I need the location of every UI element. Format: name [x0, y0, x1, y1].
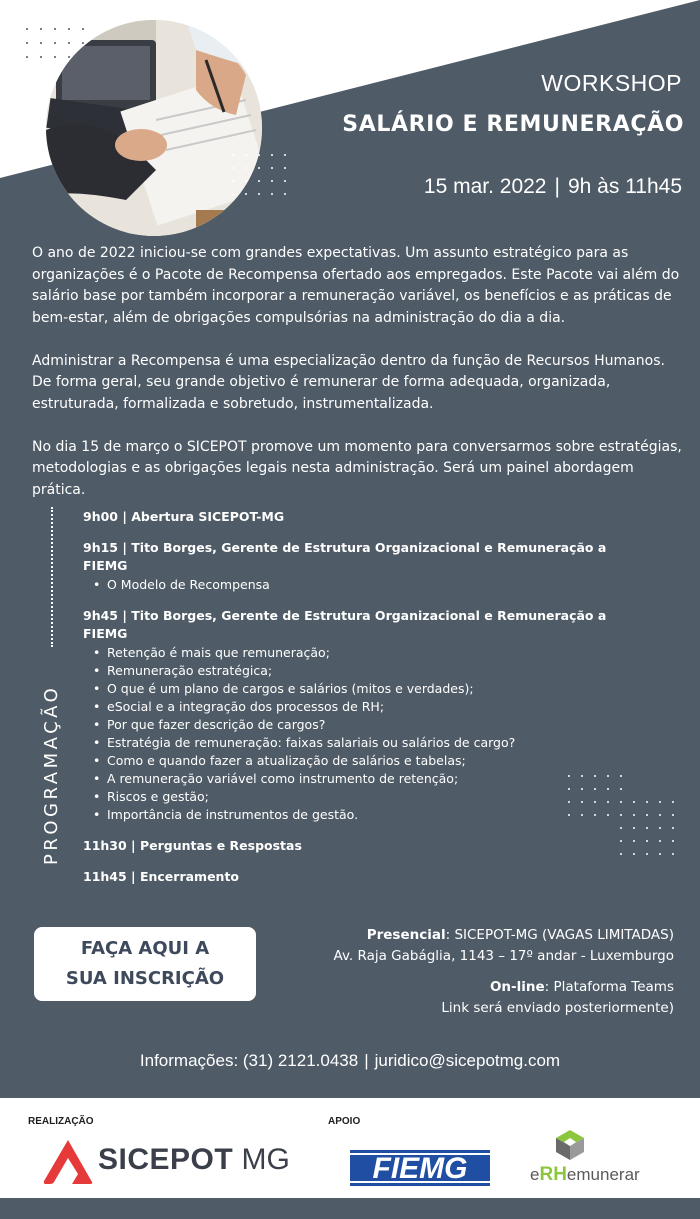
- schedule-items: [83, 576, 643, 594]
- intro-paragraph-2: [32, 351, 682, 416]
- registration-button-line-2: SUA INSCRIÇÃO: [65, 968, 225, 989]
- schedule-item: • Como e quando fazer a atualização de salários e tabelas;: [93, 752, 643, 770]
- intro-paragraph-1: O ano de 2022 iniciou-se com grandes expectativas. Um assunto estratégico para as organizações é o Pacote de Recompensa ofertado aos empregados. Este Pacote vai além do salário base por também incorporar a remuneração variável, os benefícios e as práticas de bem-estar, além de obrigações compulsórias na administração do dia a dia.: [32, 245, 680, 326]
- schedule-block-opening: [83, 508, 643, 526]
- online-label: On-line: [489, 979, 545, 995]
- sicepot-logo-suffix: MG: [233, 1143, 290, 1176]
- intro-paragraph-2-line-2: De forma geral, seu grande objetivo é remunerar de forma adequada, organizada, estruturada, formalizada e sobretudo, instrumentalizada.: [32, 374, 611, 412]
- fiemg-logo-text: FIEMG: [372, 1152, 468, 1185]
- business-meeting-photo: [46, 20, 262, 236]
- sicepot-logo: [98, 1143, 290, 1177]
- programacao-dotted-line: [51, 507, 53, 647]
- erh-logo-suffix: emunerar: [566, 1165, 640, 1184]
- schedule-item: • eSocial e a integração dos processos de RH;: [93, 698, 643, 716]
- schedule-item: • A remuneração variável como instrumento de retenção;: [93, 770, 643, 788]
- event-date: 15 mar. 2022: [423, 175, 547, 198]
- schedule-item: • O Modelo de Recompensa: [93, 576, 643, 594]
- erh-logo-highlight: RH: [539, 1164, 567, 1185]
- registration-button-line-1: FAÇA AQUI A: [80, 938, 210, 959]
- in-person-line: [334, 925, 674, 946]
- online-note: Link será enviado posteriormente): [441, 1000, 674, 1016]
- schedule-heading: 9h00 | Abertura SICEPOT-MG: [83, 509, 285, 524]
- schedule-item: • Estratégia de remuneração: faixas salariais ou salários de cargo?: [93, 734, 643, 752]
- online-line: [334, 977, 674, 998]
- erh-logo: [530, 1164, 640, 1186]
- event-locations: [334, 925, 674, 1019]
- realizacao-label: REALIZAÇÃO: [28, 1116, 94, 1127]
- schedule-items: [83, 644, 643, 824]
- schedule-block-qa: [83, 837, 643, 855]
- schedule-block-9h15: [83, 539, 643, 594]
- intro-paragraph-3: No dia 15 de março o SICEPOT promove um momento para conversarmos sobre estratégias, metodologias e as obrigações legais nesta administração. Será um painel abordagem prática.: [32, 438, 682, 498]
- schedule-heading: 9h15 | Tito Borges, Gerente de Estrutura Organizacional e Remuneração a FIEMG: [83, 540, 607, 573]
- schedule-item: • Retenção é mais que remuneração;: [93, 644, 643, 662]
- erh-logo-prefix: e: [530, 1165, 540, 1184]
- decorative-dots-circle: [232, 154, 292, 204]
- sicepot-logo-name: SICEPOT: [98, 1143, 234, 1176]
- event-time: 9h às 11h45: [567, 175, 682, 198]
- schedule-block-9h45: [83, 607, 643, 824]
- in-person-label: Presencial: [366, 927, 446, 943]
- schedule-item: • Riscos e gestão;: [93, 788, 643, 806]
- decorative-dots-bottom-right: [568, 775, 688, 865]
- schedule-heading: 11h30 | Perguntas e Respostas: [83, 838, 302, 853]
- schedule-item: • Remuneração estratégica;: [93, 662, 643, 680]
- contact-separator: |: [364, 1051, 369, 1070]
- intro-text: [32, 243, 682, 523]
- schedule-block-closing: [83, 868, 643, 886]
- date-separator: |: [554, 175, 560, 198]
- schedule: [83, 508, 643, 899]
- erh-cube-icon: [552, 1128, 588, 1162]
- registration-button[interactable]: [34, 927, 256, 1001]
- contact-info: [0, 1051, 700, 1071]
- event-kicker: WORKSHOP: [541, 70, 682, 96]
- apoio-label: APOIO: [328, 1116, 361, 1127]
- schedule-item: • Por que fazer descrição de cargos?: [93, 716, 643, 734]
- event-title: SALÁRIO E REMUNERAÇÃO: [342, 112, 684, 137]
- sicepot-logo-icon: [42, 1138, 94, 1186]
- schedule-item: • O que é um plano de cargos e salários (mitos e verdades);: [93, 680, 643, 698]
- contact-email[interactable]: juridico@sicepotmg.com: [374, 1051, 561, 1070]
- programacao-label: PROGRAMAÇÃO: [41, 684, 62, 865]
- in-person-address: Av. Raja Gabáglia, 1143 – 17º andar - Luxemburgo: [333, 948, 674, 964]
- fiemg-logo: [350, 1150, 490, 1186]
- contact-phone: Informações: (31) 2121.0438: [139, 1051, 359, 1070]
- in-person-value: : SICEPOT-MG (VAGAS LIMITADAS): [445, 927, 674, 943]
- schedule-heading: 9h45 | Tito Borges, Gerente de Estrutura Organizacional e Remuneração a FIEMG: [83, 608, 607, 641]
- bottom-strip: [0, 1198, 700, 1219]
- schedule-heading: 11h45 | Encerramento: [83, 869, 240, 884]
- event-date-time: [424, 175, 682, 199]
- intro-paragraph-2-line-1: Administrar a Recompensa é uma especialização dentro da função de Recursos Humanos.: [32, 352, 665, 369]
- schedule-item: • Importância de instrumentos de gestão.: [93, 806, 643, 824]
- online-value: : Plataforma Teams: [544, 979, 674, 995]
